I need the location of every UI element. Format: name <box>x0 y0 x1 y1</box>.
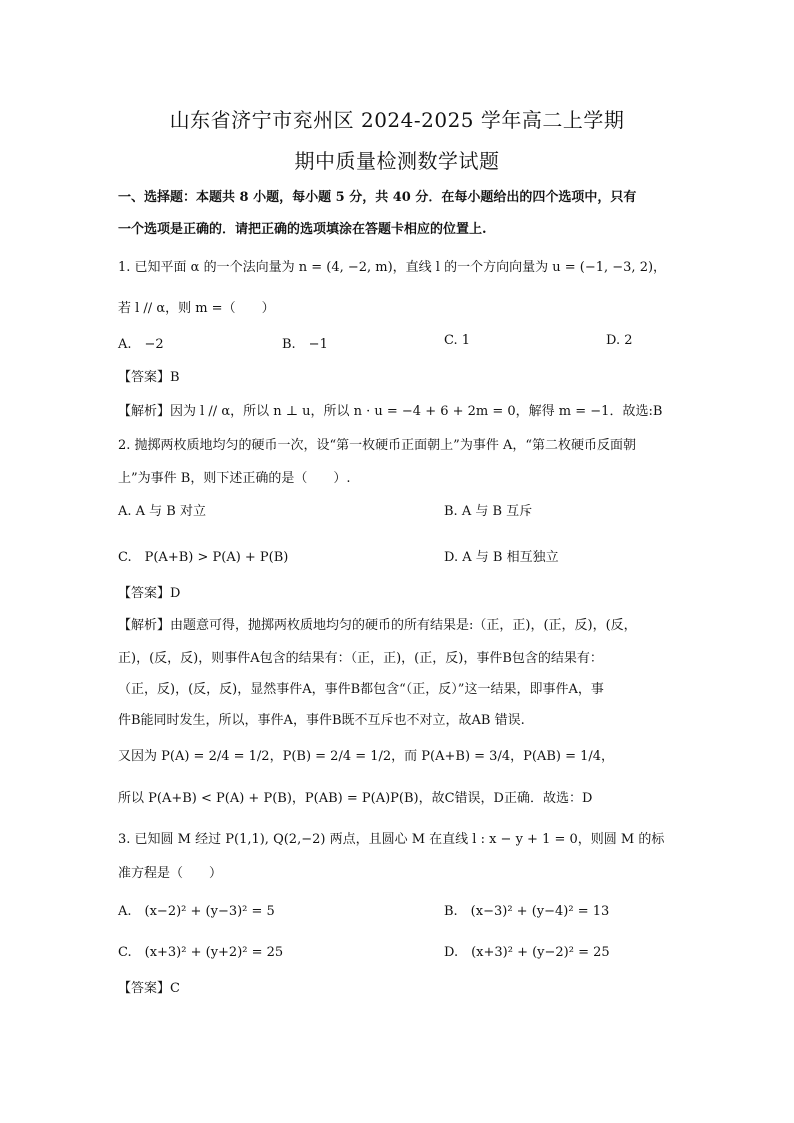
q2-analysis-line5: 又因为 P(A) = 2/4 = 1/2，P(B) = 2/4 = 1/2，而 P(A+B) = 3/4，P(AB) = 1/4， <box>118 749 615 764</box>
q3-option-c: C. (x+3)² + (y+2)² = 25 <box>118 945 284 960</box>
q1-stem-line1: 1. 已知平面 α 的一个法向量为 n = (4, −2, m)，直线 l 的一个方向向量为 u = (−1, −3, 2)， <box>118 260 667 275</box>
q1-stem-line2: 若 l // α，则 m =（ ） <box>118 301 275 316</box>
q2-option-d: D. A 与 B 相互独立 <box>444 550 559 565</box>
q3-stem-line2: 准方程是（ ） <box>118 866 223 881</box>
q3-option-d: D. (x+3)² + (y−2)² = 25 <box>444 945 610 960</box>
q3-option-b: B. (x−3)² + (y−4)² = 13 <box>444 904 610 919</box>
q2-analysis-line1: 【解析】由题意可得，抛掷两枚质地均匀的硬币的所有结果是:（正，正)，(正，反)，(反， <box>118 618 637 633</box>
q2-stem-line1: 2. 抛掷两枚质地均匀的硬币一次，设“第一枚硬币正面朝上”为事件 A，“第二枚硬币反面朝 <box>118 438 636 453</box>
section1-intro-line1: 一、选择题：本题共 8 小题，每小题 5 分，共 40 分．在每小题给出的四个选项中，只有 <box>118 190 637 205</box>
exam-title-line1: 山东省济宁市兖州区 2024-2025 学年高二上学期 <box>169 108 625 132</box>
q2-analysis-line3: （正，反)，(反，反)，显然事件A，事件B都包含“（正，反）”这一结果，即事件A，事 <box>118 682 604 697</box>
q1-answer: 【答案】B <box>118 370 180 385</box>
q1-option-b: B. −1 <box>282 337 328 352</box>
q1-analysis: 【解析】因为 l // α，所以 n ⊥ u，所以 n · u = −4 + 6 + 2m = 0，解得 m = −1．故选:B <box>118 404 663 419</box>
q2-option-a: A. A 与 B 对立 <box>118 504 206 519</box>
q1-option-c: C. 1 <box>444 333 471 348</box>
q3-answer: 【答案】C <box>118 981 180 996</box>
section1-intro-line2: 一个选项是正确的．请把正确的选项填涂在答题卡相应的位置上. <box>118 222 487 237</box>
q3-stem-line1: 3. 已知圆 M 经过 P(1,1), Q(2,−2) 两点，且圆心 M 在直线 l : x − y + 1 = 0，则圆 M 的标 <box>118 832 665 847</box>
q2-analysis-line6: 所以 P(A+B) < P(A) + P(B)，P(AB) = P(A)P(B)，故C错误，D正确．故选：D <box>118 791 593 806</box>
q1-option-a: A. −2 <box>118 337 164 352</box>
q2-answer: 【答案】D <box>118 586 181 601</box>
q2-option-b: B. A 与 B 互斥 <box>444 504 533 519</box>
q3-option-a: A. (x−2)² + (y−3)² = 5 <box>118 904 275 919</box>
q1-option-d: D. 2 <box>606 333 633 348</box>
q2-analysis-line2: 正)，(反，反)，则事件A包含的结果有：（正，正)，(正，反)，事件B包含的结果有： <box>118 651 603 666</box>
exam-title-line2: 期中质量检测数学试题 <box>294 149 500 173</box>
q2-stem-line2: 上”为事件 B，则下述正确的是（ ）. <box>118 471 351 486</box>
q2-option-c: C. P(A+B) > P(A) + P(B) <box>118 550 289 565</box>
q2-analysis-line4: 件B能同时发生，所以，事件A，事件B既不互斥也不对立，故AB 错误. <box>118 713 525 728</box>
